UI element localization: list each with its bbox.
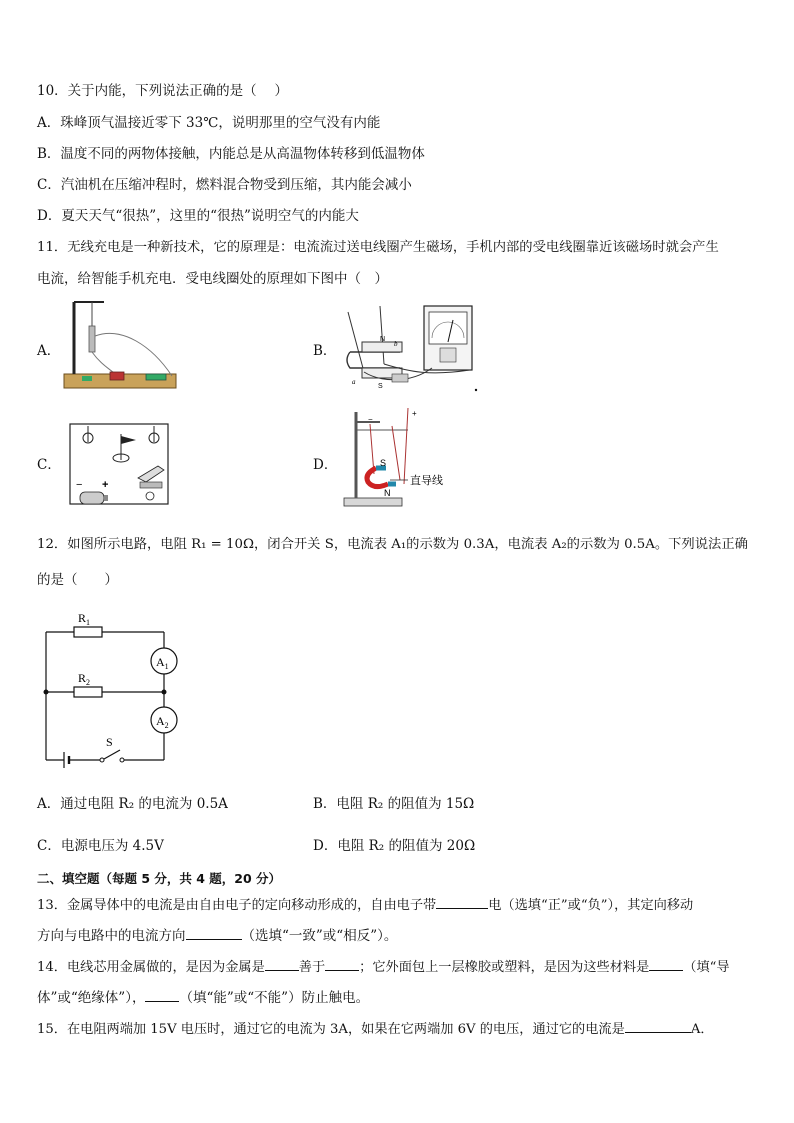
r1-label-sub: 1	[86, 618, 91, 627]
q10-stem: 10．关于内能，下列说法正确的是（ ）	[37, 83, 288, 99]
q12-option-c: C．电源电压为 4.5V	[37, 838, 164, 854]
q11-option-b-label: B．	[313, 343, 337, 359]
figure-d-wire-label: 直导线	[410, 474, 443, 487]
q13-text-2: 电（选填“正”或“负”），其定向移动	[488, 898, 694, 913]
figure-b-n-label: N	[380, 336, 386, 343]
q11-option-a-label: A．	[37, 343, 61, 359]
q11-figure-b	[340, 302, 480, 394]
q14-line2	[37, 988, 369, 1007]
q14-text-1: 14．电线芯用金属做的，是因为金属是	[37, 960, 265, 975]
q11-figure-d	[340, 404, 470, 510]
a1-label: A	[156, 655, 165, 669]
q14-line1	[37, 957, 730, 977]
q15-text-1: 15．在电阻两端加 15V 电压时，通过它的电流为 3A，如果在它两端加 6V 的电压，通过它的电流是	[37, 1022, 625, 1037]
q12-option-d: D．电阻 R₂ 的阻值为 20Ω	[313, 838, 476, 854]
q10-option-b: B．温度不同的两物体接触，内能总是从高温物体转移到低温物体	[37, 146, 425, 162]
q12-option-a: A．通过电阻 R₂ 的电流为 0.5A	[37, 796, 228, 812]
r1-resistor	[74, 627, 102, 637]
q15-text-2: A．	[690, 1022, 714, 1037]
q13-blank-2[interactable]	[186, 926, 242, 940]
q13-text-4: （选填“一致”或“相反”）。	[241, 928, 398, 944]
q15-blank-1[interactable]	[625, 1019, 691, 1033]
svg-text:R1	[78, 611, 90, 627]
q14-blank-4[interactable]	[145, 988, 179, 1002]
q10-option-a: A．珠峰顶气温接近零下 33℃，说明那里的空气没有内能	[37, 115, 381, 131]
q13-blank-1[interactable]	[436, 895, 488, 909]
figure-d-s-label: S	[380, 458, 387, 468]
r2-label-sub: 2	[86, 678, 91, 687]
q13-text-1: 13．金属导体中的电流是由自由电子的定向移动形成的，自由电子带	[37, 898, 437, 913]
q12-option-b: B．电阻 R₂ 的阻值为 15Ω	[313, 796, 475, 812]
a2-label: A	[156, 714, 165, 728]
switch-s	[104, 750, 120, 759]
section-2-title: 二、填空题（每题 5 分，共 4 题，20 分）	[37, 871, 282, 886]
figure-b-b-label: b	[394, 340, 398, 348]
r1-label: R	[78, 611, 87, 625]
q12-circuit-diagram	[40, 606, 180, 772]
q11-figure-c	[66, 420, 174, 510]
switch-s-label: S	[106, 735, 113, 749]
q12-stem-line1: 12．如图所示电路，电阻 R₁ = 10Ω，闭合开关 S，电流表 A₁的示数为 0.3A，电流表 A₂的示数为 0.5A。下列说法正确	[37, 537, 748, 552]
q13-line1	[37, 895, 693, 915]
q12-stem-line2: 的是（ ）	[37, 572, 118, 588]
q15-line1	[37, 1019, 714, 1039]
figure-d-n-label: N	[384, 488, 391, 498]
figure-c-plus-label: +	[102, 479, 109, 491]
q14-text-6: （填“能”或“不能”）防止触电。	[179, 990, 370, 1006]
q10-option-c: C．汽油机在压缩冲程时，燃料混合物受到压缩，其内能会减小	[37, 177, 412, 193]
svg-text:−: −	[368, 415, 373, 424]
q10-option-d: D．夏天天气“很热”，这里的“很热”说明空气的内能大	[37, 208, 359, 224]
q13-text-3: 方向与电路中的电流方向	[37, 928, 186, 944]
a1-label-sub: 1	[164, 662, 169, 671]
q13-line2	[37, 926, 397, 945]
figure-b-s-label: S	[378, 383, 383, 390]
q11-option-c-label: C．	[37, 457, 61, 473]
q14-blank-1[interactable]	[265, 957, 299, 971]
q14-text-3: ；它外面包上一层橡胶或塑料，是因为这些材料是	[359, 960, 650, 975]
q11-stem-line1: 11．无线充电是一种新技术，它的原理是：电流流过送电线圈产生磁场，手机内部的受电线圈靠近该磁场时就会产生	[37, 240, 719, 255]
r2-label: R	[78, 671, 87, 685]
q11-figure-a	[62, 296, 182, 396]
q14-blank-3[interactable]	[649, 957, 683, 971]
q11-option-d-label: D．	[313, 457, 338, 473]
q14-text-5: 体”或“绝缘体”），	[37, 990, 146, 1006]
svg-text:R2	[78, 671, 90, 687]
q14-text-4: （填“导	[683, 960, 730, 975]
svg-text:+: +	[412, 409, 417, 418]
q14-text-2: 善于	[298, 960, 326, 975]
a2-label-sub: 2	[164, 721, 169, 730]
r2-resistor	[74, 687, 102, 697]
figure-c-minus-label: −	[76, 479, 83, 491]
q14-blank-2[interactable]	[325, 957, 359, 971]
figure-b-a-label: a	[352, 378, 356, 386]
q11-stem-line2: 电流，给智能手机充电．受电线圈处的原理如下图中（ ）	[37, 271, 388, 287]
